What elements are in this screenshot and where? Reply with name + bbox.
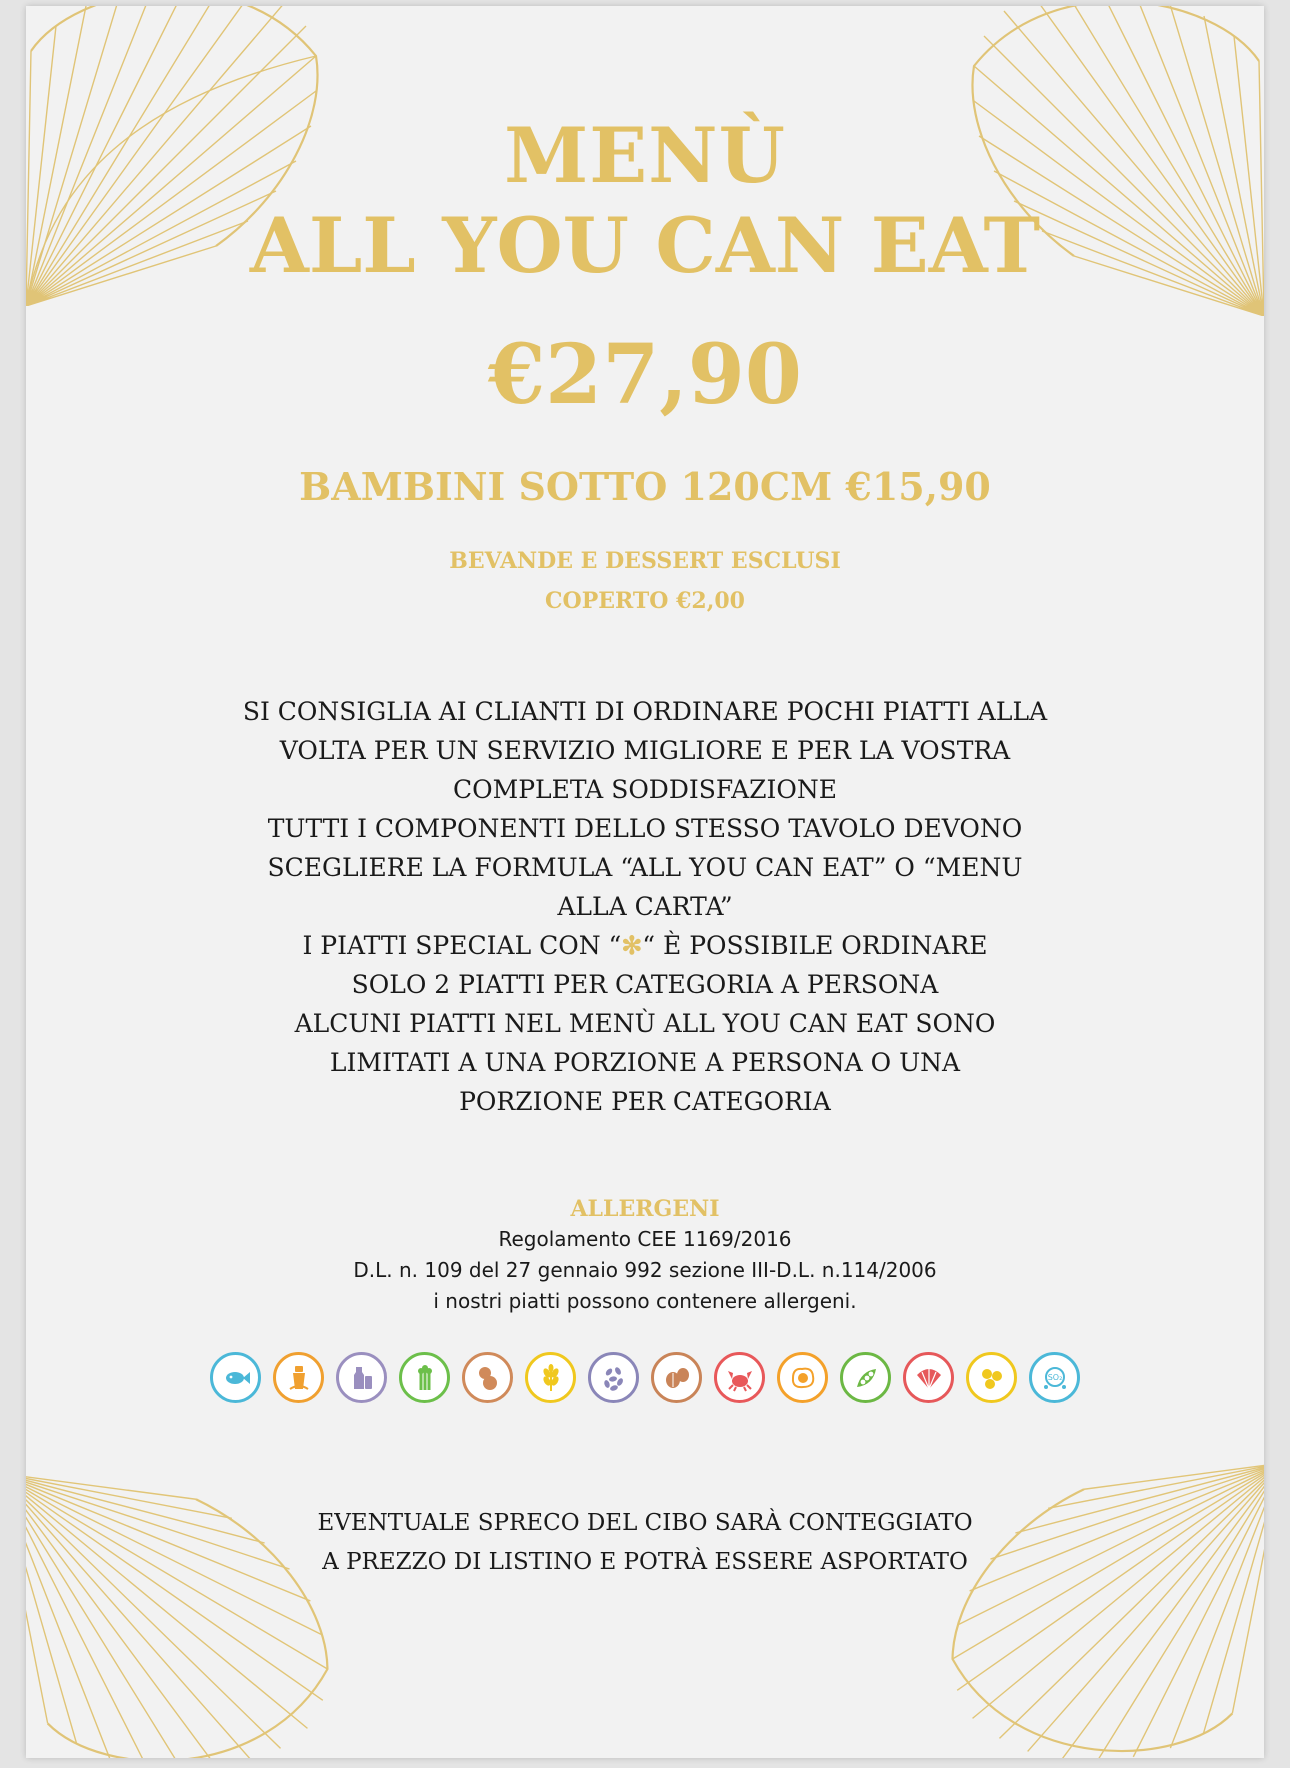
allergens-line: i nostri piatti possono contenere allergeni. — [433, 1289, 857, 1313]
lupin-icon — [966, 1352, 1017, 1403]
peanut-icon — [462, 1352, 513, 1403]
egg-icon — [777, 1352, 828, 1403]
rule-line: LIMITATI A UNA PORZIONE A PERSONA O UNA — [329, 1048, 961, 1077]
cover-charge: COPERTO €2,00 — [545, 588, 745, 614]
sesame-icon — [588, 1352, 639, 1403]
rule-line: SOLO 2 PIATTI PER CATEGORIA A PERSONA — [351, 970, 939, 999]
rule-text: I PIATTI SPECIAL CON “ — [302, 931, 622, 960]
mollusc-icon — [903, 1352, 954, 1403]
waste-line: A PREZZO DI LISTINO E POTRÀ ESSERE ASPORTATO — [322, 1549, 968, 1575]
ginkgo-leaf-decoration — [927, 1411, 1264, 1758]
excluded-note: BEVANDE E DESSERT ESCLUSI — [449, 548, 841, 574]
rule-line: SCEGLIERE LA FORMULA “ALL YOU CAN EAT” O “MENU — [267, 853, 1023, 882]
allergens-title: ALLERGENI — [570, 1196, 720, 1222]
soy-icon — [840, 1352, 891, 1403]
allergen-icons — [26, 1352, 1264, 1403]
rule-line — [26, 926, 1264, 965]
allergens-line: D.L. n. 109 del 27 gennaio 992 sezione III-D.L. n.114/2006 — [353, 1258, 937, 1282]
rule-line: ALLA CARTA” — [557, 892, 733, 921]
rule-line: COMPLETA SODDISFAZIONE — [452, 775, 837, 804]
rule-line: SI CONSIGLIA AI CLIANTI DI ORDINARE POCHI PIATTI ALLA — [242, 697, 1048, 726]
menu-subtitle: ALL YOU CAN EAT — [249, 201, 1041, 290]
sulphite-icon — [1029, 1352, 1080, 1403]
sulphite-label: SO₂ — [1047, 1372, 1062, 1382]
waste-line: EVENTUALE SPRECO DEL CIBO SARÀ CONTEGGIATO — [317, 1510, 973, 1536]
rule-line: ALCUNI PIATTI NEL MENÙ ALL YOU CAN EAT SONO — [294, 1009, 996, 1038]
rule-line: TUTTI I COMPONENTI DELLO STESSO TAVOLO DEVONO — [267, 814, 1023, 843]
menu-title: MENÙ — [504, 111, 786, 200]
kids-price: BAMBINI SOTTO 120CM €15,90 — [299, 464, 991, 509]
rules-block — [26, 692, 1264, 1121]
allergens-info — [26, 1224, 1264, 1317]
nuts-icon — [651, 1352, 702, 1403]
celery-icon — [399, 1352, 450, 1403]
menu-price: €27,90 — [488, 327, 802, 423]
rule-line: PORZIONE PER CATEGORIA — [459, 1087, 831, 1116]
milk-icon — [336, 1352, 387, 1403]
food-waste-note — [26, 1504, 1264, 1582]
rule-line: VOLTA PER UN SERVIZIO MIGLIORE E PER LA VOSTRA — [279, 736, 1011, 765]
allergens-line: Regolamento CEE 1169/2016 — [498, 1227, 792, 1251]
menu-page — [26, 6, 1264, 1758]
ginkgo-leaf-decoration — [26, 1421, 353, 1758]
fish-icon — [210, 1352, 261, 1403]
mustard-icon — [273, 1352, 324, 1403]
asterisk-icon: ✻ — [621, 931, 643, 960]
gluten-icon — [525, 1352, 576, 1403]
crustacean-icon — [714, 1352, 765, 1403]
rule-text: “ È POSSIBILE ORDINARE — [642, 931, 988, 960]
